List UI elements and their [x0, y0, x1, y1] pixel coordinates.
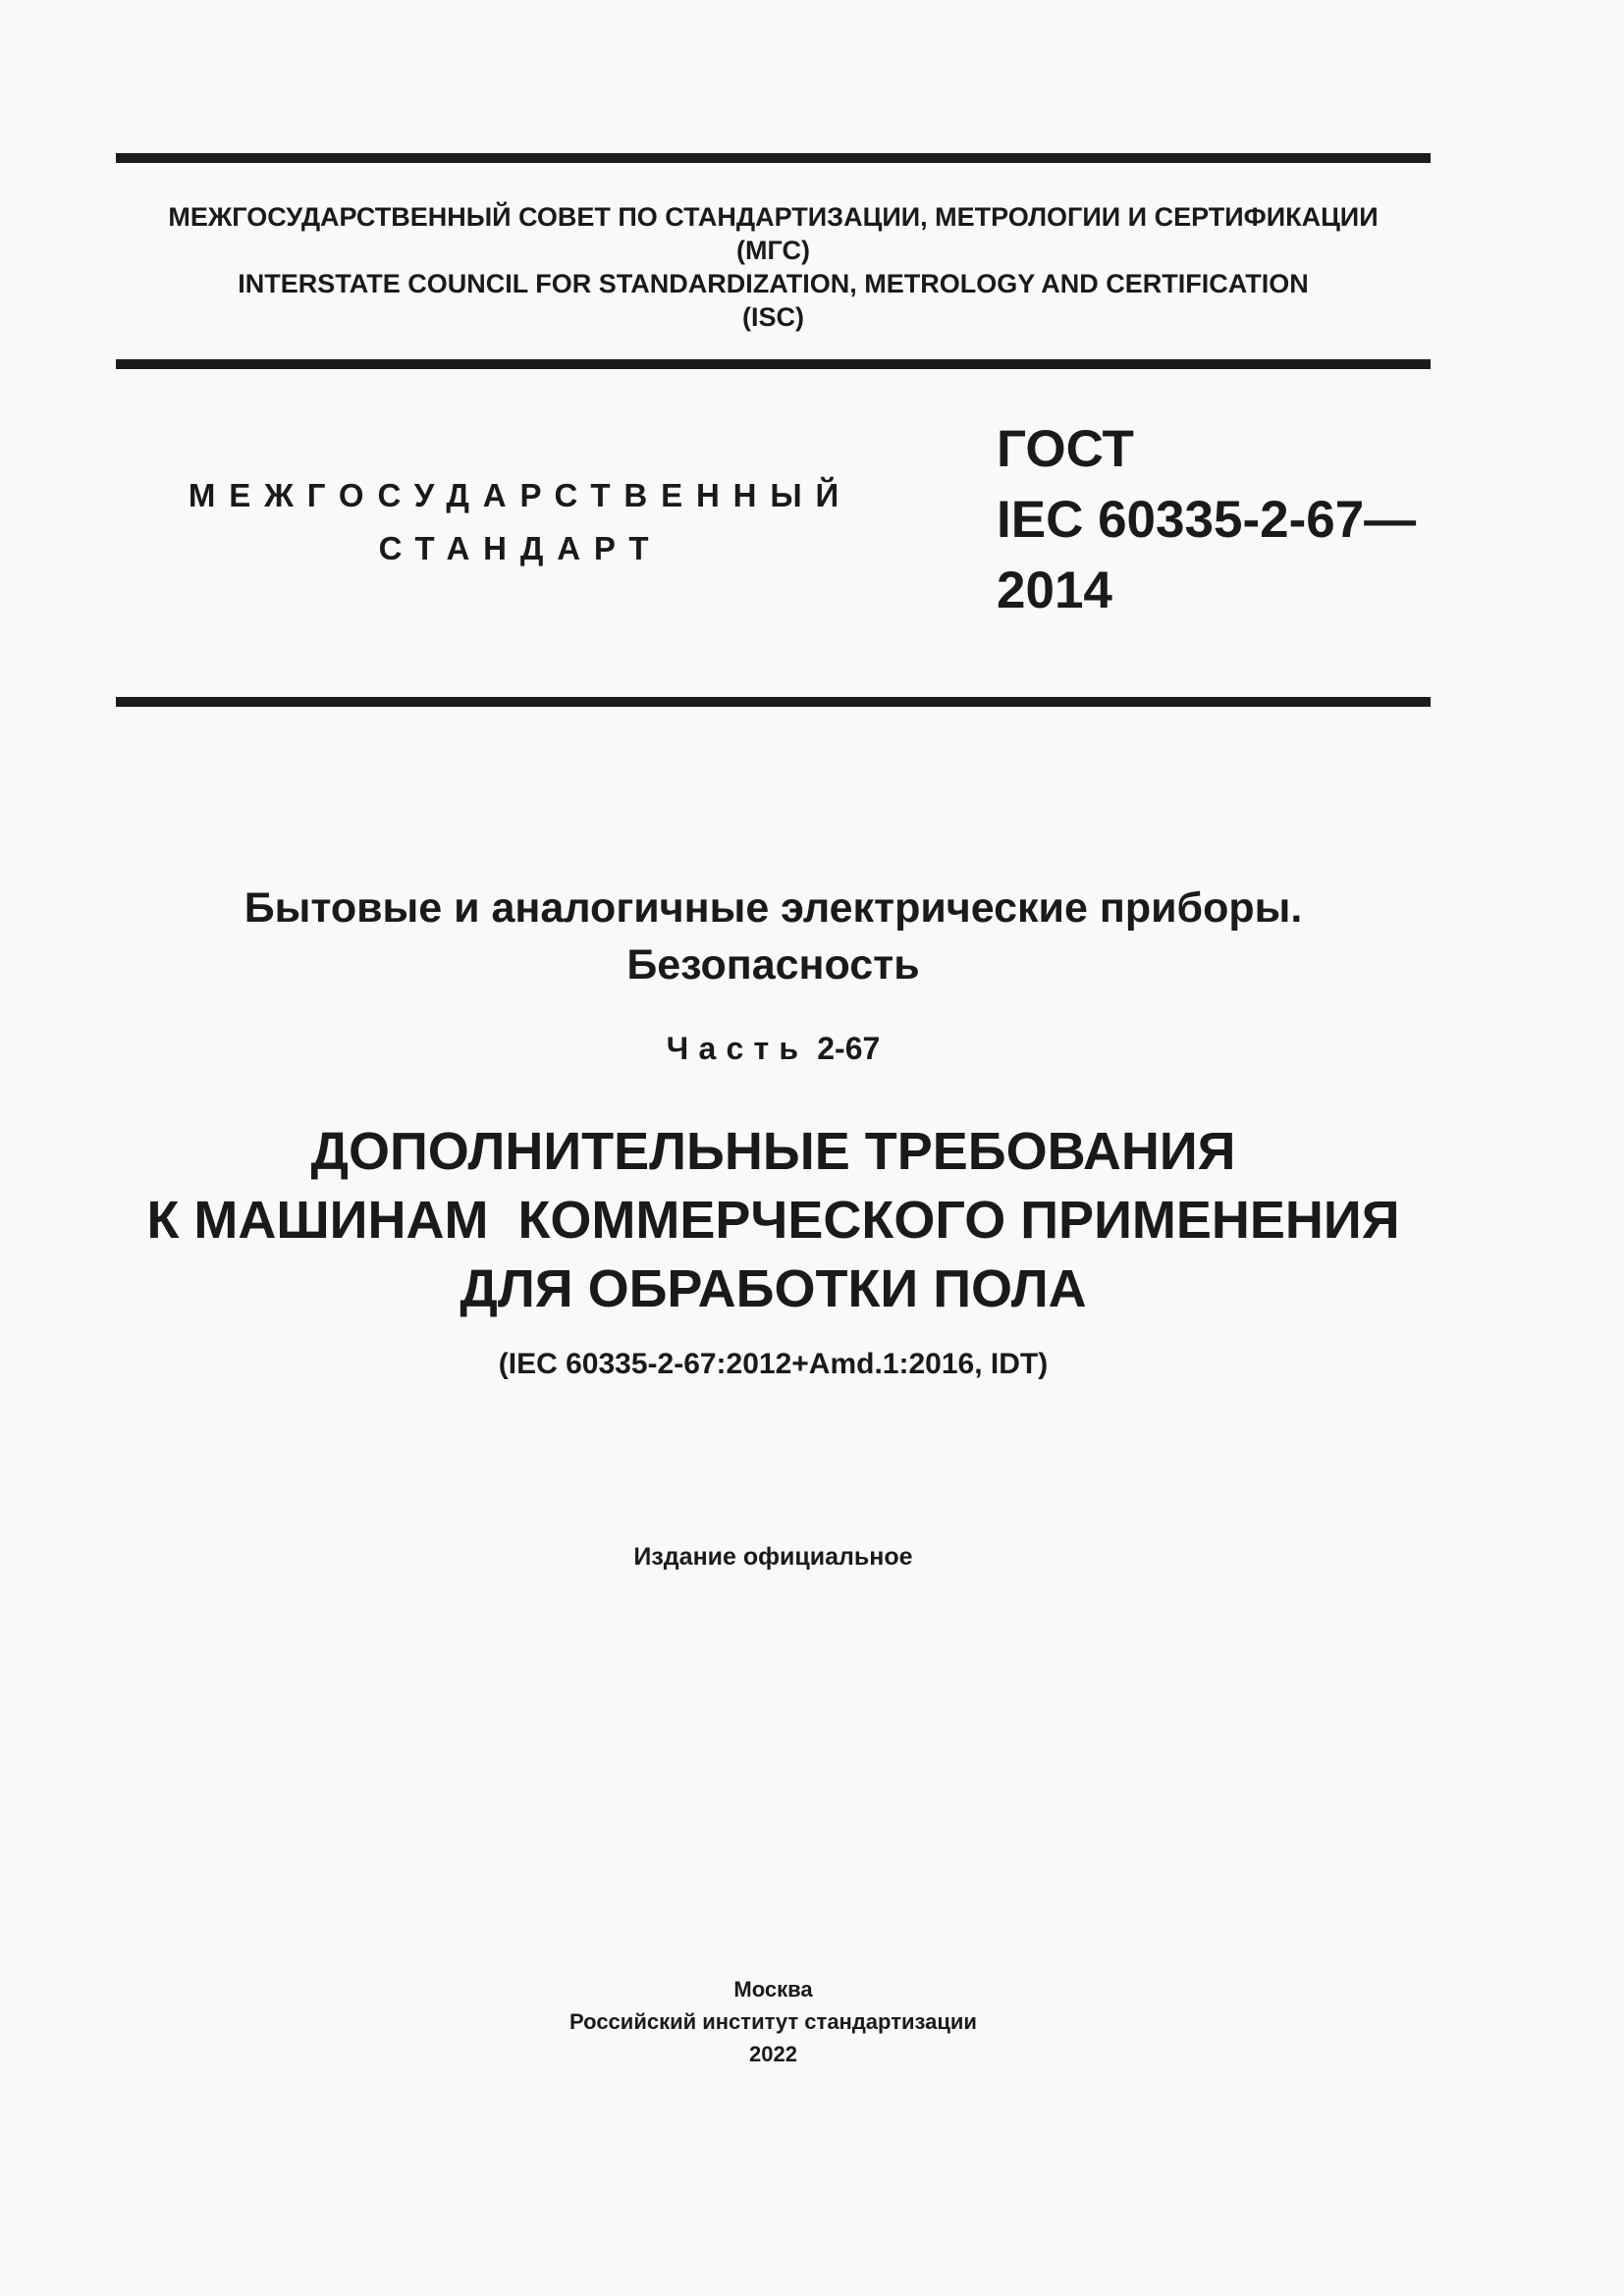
council-abbr-ru: (МГС) — [736, 236, 810, 265]
publication-footer — [116, 1973, 1431, 2070]
standard-designation — [997, 414, 1416, 626]
part-label: Часть — [666, 1031, 809, 1066]
standard-kind — [177, 469, 864, 575]
subtitle-line2: К МАШИНАМ КОММЕРЧЕСКОГО ПРИМЕНЕНИЯ — [146, 1191, 1400, 1250]
subtitle-line3: ДЛЯ ОБРАБОТКИ ПОЛА — [460, 1259, 1087, 1318]
document-title — [116, 880, 1431, 993]
designation-divider — [116, 697, 1431, 707]
international-reference: (IEC 60335-2-67:2012+Amd.1:2016, IDT) — [498, 1348, 1049, 1380]
council-name-en: INTERSTATE COUNCIL FOR STANDARDIZATION, METROLOGY AND CERTIFICATION — [238, 269, 1309, 298]
council-abbr-en: (ISC) — [742, 302, 804, 332]
designation-line2: IEC 60335-2-67— — [997, 491, 1417, 549]
footer-year: 2022 — [749, 2042, 797, 2066]
top-divider — [116, 153, 1431, 163]
standard-kind-line1: МЕЖГОСУДАРСТВЕННЫЙ — [188, 477, 853, 513]
subtitle-line1: ДОПОЛНИТЕЛЬНЫЕ ТРЕБОВАНИЯ — [310, 1122, 1236, 1181]
part-number: 2-67 — [817, 1031, 881, 1066]
designation-line1: ГОСТ — [997, 420, 1134, 478]
title-line2: Безопасность — [626, 941, 920, 988]
title-line1: Бытовые и аналогичные электрические приборы. — [244, 884, 1303, 932]
council-name-ru: МЕЖГОСУДАРСТВЕННЫЙ СОВЕТ ПО СТАНДАРТИЗАЦИИ, МЕТРОЛОГИИ И СЕРТИФИКАЦИИ — [168, 202, 1379, 232]
council-header — [116, 200, 1431, 334]
part-designation — [116, 1029, 1431, 1068]
designation-line3: 2014 — [997, 561, 1112, 619]
standard-kind-line2: СТАНДАРТ — [378, 530, 663, 566]
footer-city: Москва — [733, 1977, 813, 2002]
edition-note: Издание официальное — [633, 1543, 913, 1571]
council-divider — [116, 359, 1431, 369]
footer-publisher: Российский институт стандартизации — [569, 2009, 977, 2034]
document-subtitle — [116, 1117, 1431, 1323]
